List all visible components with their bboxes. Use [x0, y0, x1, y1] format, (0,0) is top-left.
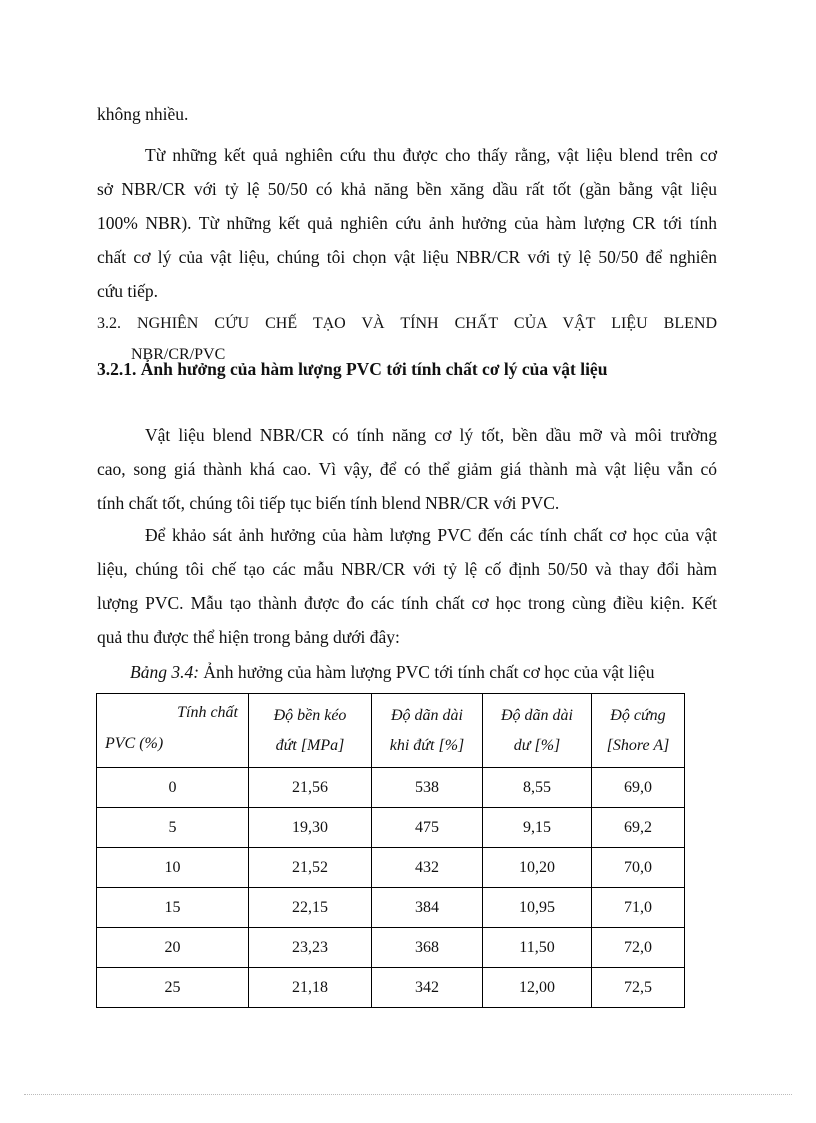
table-caption-text: Ảnh hưởng của hàm lượng PVC tới tính chất cơ học của vật liệu [199, 662, 655, 682]
table-row [97, 808, 685, 848]
subsection-heading-text: 3.2.1. Ảnh hưởng của hàm lượng PVC tới tính chất cơ lý của vật liệu [97, 359, 608, 379]
cell-hardness: 69,0 [592, 768, 685, 808]
cell-hardness: 72,5 [592, 968, 685, 1008]
text-line: sở NBR/CR với tỷ lệ 50/50 có khả năng bền xăng dầu rất tốt (gần bằng vật liệu [97, 179, 717, 199]
page-footer-divider [24, 1094, 792, 1095]
table-caption [130, 657, 655, 687]
header-line: Độ bền kéo [273, 706, 347, 724]
cell-pvc: 5 [97, 808, 249, 848]
cell-pvc: 0 [97, 768, 249, 808]
header-line: đứt [MPa] [275, 736, 345, 754]
cell-residual: 10,95 [483, 888, 592, 928]
text-line: cao, song giá thành khá cao. Vì vậy, để có thể giảm giá thành mà vật liệu vẫn có [97, 459, 717, 479]
column-header-elongation-break [372, 694, 483, 768]
cell-residual: 9,15 [483, 808, 592, 848]
header-line: Độ dãn dài [501, 706, 573, 724]
cell-pvc: 25 [97, 968, 249, 1008]
cell-elongation: 384 [372, 888, 483, 928]
column-header-hardness [592, 694, 685, 768]
text-line: không nhiều. [97, 104, 189, 124]
text-line: 100% NBR). Từ những kết quả nghiên cứu ảnh hưởng của hàm lượng CR tới tính [97, 213, 717, 233]
subsection-heading [97, 352, 717, 386]
pvc-properties-table [96, 693, 685, 1008]
table-row [97, 768, 685, 808]
text-line: quả thu được thể hiện trong bảng dưới đây: [97, 627, 400, 647]
header-line: [Shore A] [606, 736, 670, 754]
text-line: liệu, chúng tôi chế tạo các mẫu NBR/CR với tỷ lệ cố định 50/50 và thay đổi hàm [97, 559, 717, 579]
table-row [97, 848, 685, 888]
table-corner-header [97, 694, 249, 768]
section-heading-line: NBR/CR/PVC [131, 346, 226, 363]
cell-hardness: 69,2 [592, 808, 685, 848]
column-header-residual-elongation [483, 694, 592, 768]
cell-tensile: 23,23 [249, 928, 372, 968]
cell-tensile: 21,56 [249, 768, 372, 808]
text-line: Vật liệu blend NBR/CR có tính năng cơ lý tốt, bền dầu mỡ và môi trường [145, 425, 717, 445]
cell-elongation: 475 [372, 808, 483, 848]
table-row [97, 888, 685, 928]
header-line: khi đứt [%] [389, 736, 465, 754]
cell-pvc: 20 [97, 928, 249, 968]
cell-hardness: 72,0 [592, 928, 685, 968]
paragraph-continuation [97, 97, 717, 131]
text-line: cứu tiếp. [97, 281, 158, 301]
text-line: Để khảo sát ảnh hưởng của hàm lượng PVC đến các tính chất cơ học của vật [145, 525, 717, 545]
cell-tensile: 19,30 [249, 808, 372, 848]
cell-elongation: 368 [372, 928, 483, 968]
cell-residual: 11,50 [483, 928, 592, 968]
cell-tensile: 22,15 [249, 888, 372, 928]
column-header-tensile-strength [249, 694, 372, 768]
table-header-row [97, 694, 685, 768]
table-row [97, 928, 685, 968]
cell-hardness: 71,0 [592, 888, 685, 928]
header-line: Độ dãn dài [391, 706, 463, 724]
corner-header-property: Tính chất [177, 704, 238, 721]
cell-pvc: 10 [97, 848, 249, 888]
cell-residual: 8,55 [483, 768, 592, 808]
paragraph-method [97, 518, 717, 654]
cell-elongation: 432 [372, 848, 483, 888]
table-row [97, 968, 685, 1008]
cell-elongation: 538 [372, 768, 483, 808]
cell-tensile: 21,52 [249, 848, 372, 888]
cell-pvc: 15 [97, 888, 249, 928]
table-caption-label: Bảng 3.4: [130, 662, 200, 682]
corner-header-pvc: PVC (%) [105, 735, 164, 752]
header-line: Độ cứng [610, 706, 666, 724]
text-line: Từ những kết quả nghiên cứu thu được cho thấy rằng, vật liệu blend trên cơ [145, 145, 717, 165]
text-line: chất cơ lý của vật liệu, chúng tôi chọn vật liệu NBR/CR với tỷ lệ 50/50 để nghiên [97, 247, 717, 267]
header-line: dư [%] [513, 736, 561, 754]
cell-hardness: 70,0 [592, 848, 685, 888]
cell-tensile: 21,18 [249, 968, 372, 1008]
section-heading-line: 3.2. NGHIÊN CỨU CHẾ TẠO VÀ TÍNH CHẤT CỦA VẬT LIỆU BLEND [97, 315, 717, 332]
paragraph-intro [97, 418, 717, 520]
paragraph-conclusion [97, 138, 717, 308]
cell-elongation: 342 [372, 968, 483, 1008]
cell-residual: 10,20 [483, 848, 592, 888]
text-line: lượng PVC. Mẫu tạo thành được đo các tính chất cơ học trong cùng điều kiện. Kết [97, 593, 717, 613]
cell-residual: 12,00 [483, 968, 592, 1008]
text-line: tính chất tốt, chúng tôi tiếp tục biến tính blend NBR/CR với PVC. [97, 493, 560, 513]
